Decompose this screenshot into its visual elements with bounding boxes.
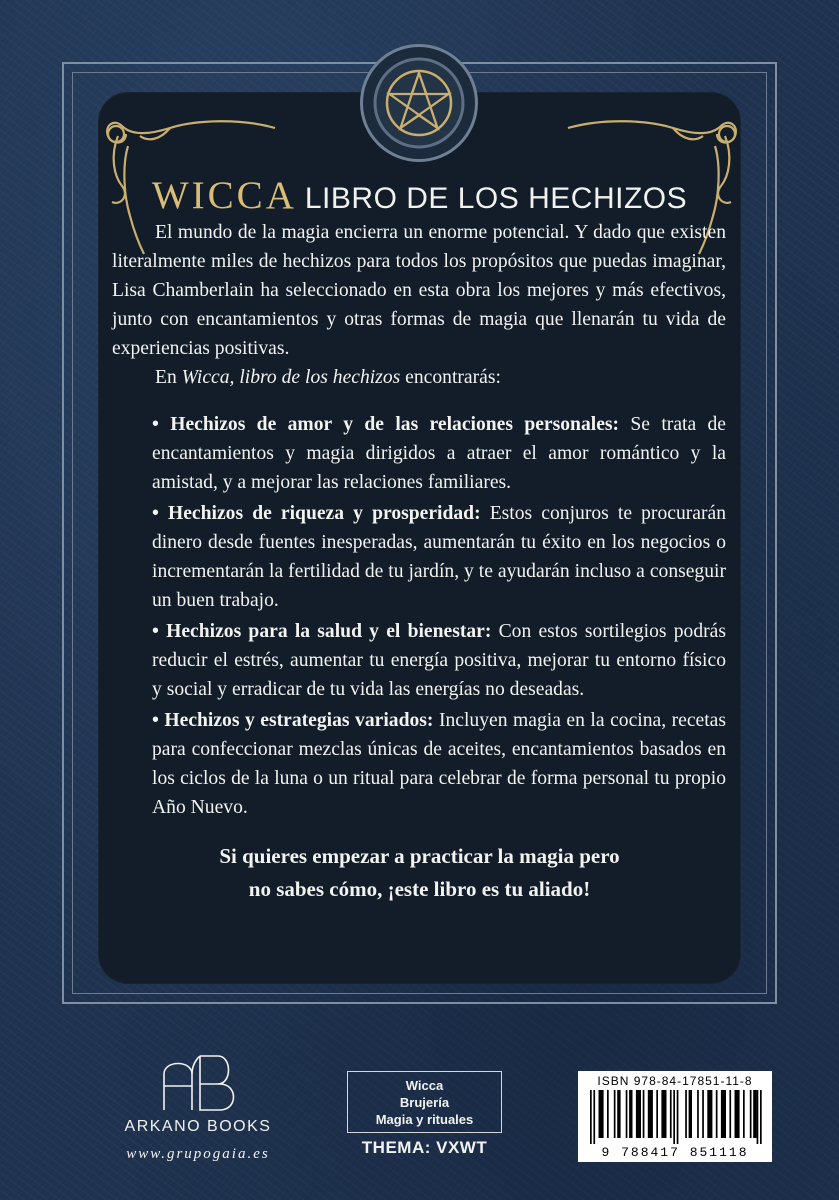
barcode-bar xyxy=(750,1090,752,1138)
publisher-logo xyxy=(108,1052,288,1163)
list-item xyxy=(112,410,726,497)
barcode-bar xyxy=(636,1090,641,1138)
intro-line-2-prefix: En xyxy=(155,367,182,388)
list-item-text xyxy=(132,706,726,822)
list-item-heading: Hechizos de riqueza y prosperidad: xyxy=(168,503,481,524)
bullet-symbol: • xyxy=(152,621,159,642)
isbn-barcode xyxy=(578,1071,772,1162)
barcode-bar xyxy=(735,1090,740,1138)
barcode-bar xyxy=(707,1090,712,1138)
barcode-bar xyxy=(617,1090,620,1138)
list-item-text xyxy=(132,410,726,497)
barcode-digits: 9 788417 851118 xyxy=(601,1145,749,1160)
barcode-bar xyxy=(689,1090,692,1138)
publisher-name: ARKANO BOOKS xyxy=(124,1118,272,1135)
intro-paragraph: El mundo de la magia encierra un enorme potencial. Y dado que existen literalmente miles de hechizos para todos los propósitos que puedas imaginar, Lisa Chamberlain ha seleccionado en esta obra los mejores y más efectivos, junto con encantamientos y otras formas de magia que llenarán tu vida de experiencias positivas. xyxy=(112,222,726,359)
barcode-bar xyxy=(656,1090,658,1138)
closing-line-2: no sabes cómo, ¡este libro es tu aliado! xyxy=(248,877,591,901)
barcode-bars xyxy=(586,1090,764,1144)
barcode-bar xyxy=(593,1090,595,1144)
barcode-bar xyxy=(648,1090,653,1138)
pentacle-icon xyxy=(363,47,475,159)
bullet-symbol: • xyxy=(152,710,159,731)
list-item-text xyxy=(132,617,726,704)
list-item-heading: Hechizos para la salud y el bienestar: xyxy=(166,621,492,642)
barcode-bar xyxy=(673,1090,675,1144)
subject-category-box xyxy=(347,1071,502,1133)
isbn-label: ISBN 978-84-17851-11-8 xyxy=(597,1074,753,1088)
closing-tagline xyxy=(98,840,741,906)
barcode-bar xyxy=(643,1090,645,1138)
barcode-bar xyxy=(702,1090,704,1138)
pentacle-medallion xyxy=(360,44,478,162)
barcode-bar xyxy=(607,1090,609,1138)
list-item xyxy=(112,617,726,704)
title-wicca: WICCA xyxy=(151,174,297,217)
barcode-bar xyxy=(670,1090,672,1138)
list-item-text xyxy=(132,499,726,615)
barcode-bar xyxy=(697,1090,699,1138)
category-line-1: Wicca xyxy=(405,1078,444,1093)
barcode-bar xyxy=(743,1090,745,1138)
ab-monogram-icon xyxy=(158,1052,238,1114)
barcode-bar xyxy=(760,1090,762,1144)
category-line-2: Brujería xyxy=(399,1095,450,1110)
publisher-website: www.grupogaia.es xyxy=(126,1146,270,1162)
closing-line-1: Si quieres empezar a practicar la magia pero xyxy=(219,844,620,868)
intro-line-2 xyxy=(112,363,726,392)
list-item xyxy=(112,706,726,822)
barcode-bar xyxy=(721,1090,726,1138)
bullet-symbol: • xyxy=(152,414,159,435)
list-item xyxy=(112,499,726,615)
list-item-body: Incluyen magia en la cocina, recetas para confeccionar mezclas únicas de aceites, encantamientos basados en los ciclos de la luna o un ritual para celebrar de forma personal tu propio Año Nuevo. xyxy=(152,710,726,818)
barcode-bar xyxy=(685,1090,687,1138)
bullet-symbol: • xyxy=(152,503,159,524)
category-line-3: Magia y rituales xyxy=(375,1112,474,1127)
back-cover-description xyxy=(112,218,726,824)
barcode-bar xyxy=(677,1090,679,1144)
title-subtitle: LIBRO DE LOS HECHIZOS xyxy=(304,182,688,215)
intro-line-2-suffix: encontrarás: xyxy=(400,367,501,388)
barcode-bar xyxy=(590,1090,592,1144)
barcode-bar xyxy=(753,1090,756,1138)
list-item-body: Se trata de encantamientos y magia dirigidos a atraer el amor romántico y la amistad, y a mejorar las relaciones familiares. xyxy=(152,414,726,493)
list-item-heading: Hechizos de amor y de las relaciones personales: xyxy=(170,414,620,435)
book-title xyxy=(98,173,741,218)
barcode-bar xyxy=(716,1090,718,1138)
list-item-body: Estos conjuros te procurarán dinero desde fuentes inesperadas, aumentarán tu éxito en los negocios o incrementarán la fertilidad de tu jardín, y te ayudarán incluso a conseguir un buen trabajo. xyxy=(152,503,726,611)
barcode-bar xyxy=(757,1090,759,1144)
barcode-bar xyxy=(614,1090,616,1138)
intro-line-2-book-title: Wicca, libro de los hechizos xyxy=(181,367,401,388)
thema-code: THEMA: VXWT xyxy=(361,1138,488,1157)
list-item-body: Con estos sortilegios podrás reducir el estrés, aumentar tu energía positiva, mejorar tu entorno físico y social y erradicar de tu vida las energías no deseadas. xyxy=(152,621,726,700)
barcode-bar xyxy=(661,1090,666,1138)
barcode-bar xyxy=(599,1090,604,1138)
barcode-bar xyxy=(626,1090,628,1138)
spell-category-list xyxy=(112,410,726,822)
barcode-bar xyxy=(729,1090,731,1138)
barcode-bar xyxy=(629,1090,632,1138)
list-item-heading: Hechizos y estrategias variados: xyxy=(164,710,434,731)
